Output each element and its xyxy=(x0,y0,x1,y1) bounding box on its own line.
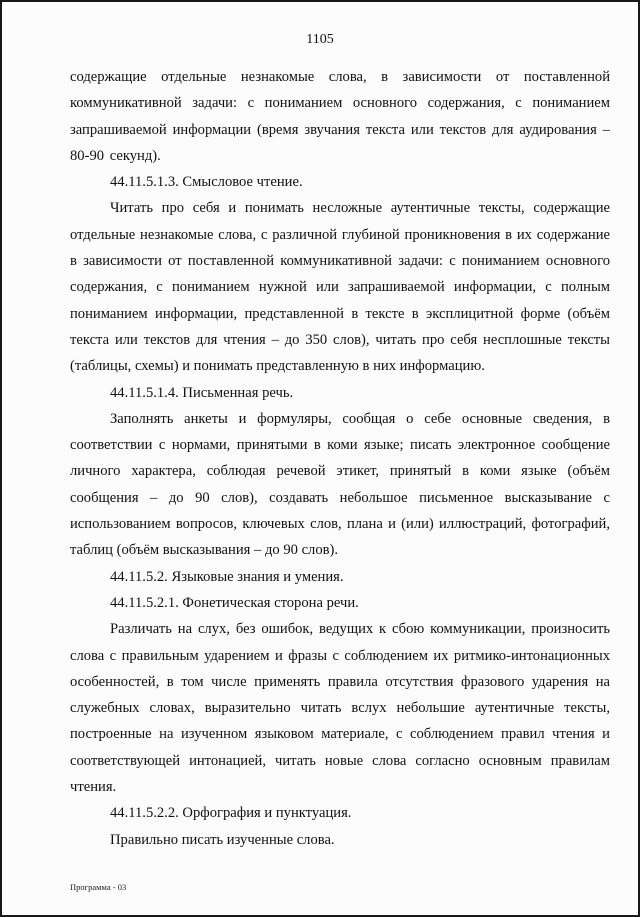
paragraph-listening-continuation: содержащие отдельные незнакомые слова, в зависимости от поставленной коммуникативной задачи: с пониманием основного содержания, с пониманием запрашиваемой информации (время звучания текста или текстов для аудирования – 80-90 секунд). xyxy=(70,69,610,164)
paragraph-semantic-reading: Читать про себя и понимать несложные аутентичные тексты, содержащие отдельные незнакомые слова, с различной глубиной проникновения в их содержание в зависимости от поставленной коммуникативной задачи: с пониманием основного содержания, с пониманием нужной или запрашиваемой информации, с полным пониманием информации, представленной в тексте в эксплицитной форме (объём текста или текстов для чтения – до 350 слов), читать про себя несплошные тексты (таблицы, схемы) и понимать представленную в них информацию. xyxy=(70,200,610,375)
footer-label: Программа - 03 xyxy=(70,882,127,892)
page-number: 1105 xyxy=(306,32,334,47)
paragraph-written-speech: Заполнять анкеты и формуляры, сообщая о себе основные сведения, в соответствии с нормами, принятыми в коми языке; писать электронное сообщение личного характера, соблюдая речевой этикет, принятый в коми языке (объём сообщения – до 90 слов), создавать небольшое письменное высказывание с использованием вопросов, ключевых слов, плана и (или) иллюстраций, фотографий, таблиц (объём высказывания – до 90 слов). xyxy=(70,410,610,559)
paragraph-orthography: Правильно писать изученные слова. xyxy=(110,831,335,848)
paragraph-phonetics: Различать на слух, без ошибок, ведущих к сбою коммуникации, произносить слова с правильным ударением и фразы с соблюдением их ритмико-интонационных особенностей, в том числе применять правила отсутствия фразового ударения на служебных словах, выразительно читать вслух небольшие аутентичные тексты, построенные на изученном языковом материале, с соблюдением правил чтения и соответствующей интонацией, читать новые слова согласно основным правилам чтения. xyxy=(70,621,610,796)
heading-orthography: 44.11.5.2.2. Орфография и пунктуация. xyxy=(110,805,352,822)
heading-written-speech: 44.11.5.1.4. Письменная речь. xyxy=(110,384,294,401)
body-text xyxy=(70,64,610,853)
heading-semantic-reading: 44.11.5.1.3. Смысловое чтение. xyxy=(110,174,303,191)
heading-phonetics: 44.11.5.2.1. Фонетическая сторона речи. xyxy=(110,594,359,611)
heading-language-knowledge: 44.11.5.2. Языковые знания и умения. xyxy=(110,568,344,585)
